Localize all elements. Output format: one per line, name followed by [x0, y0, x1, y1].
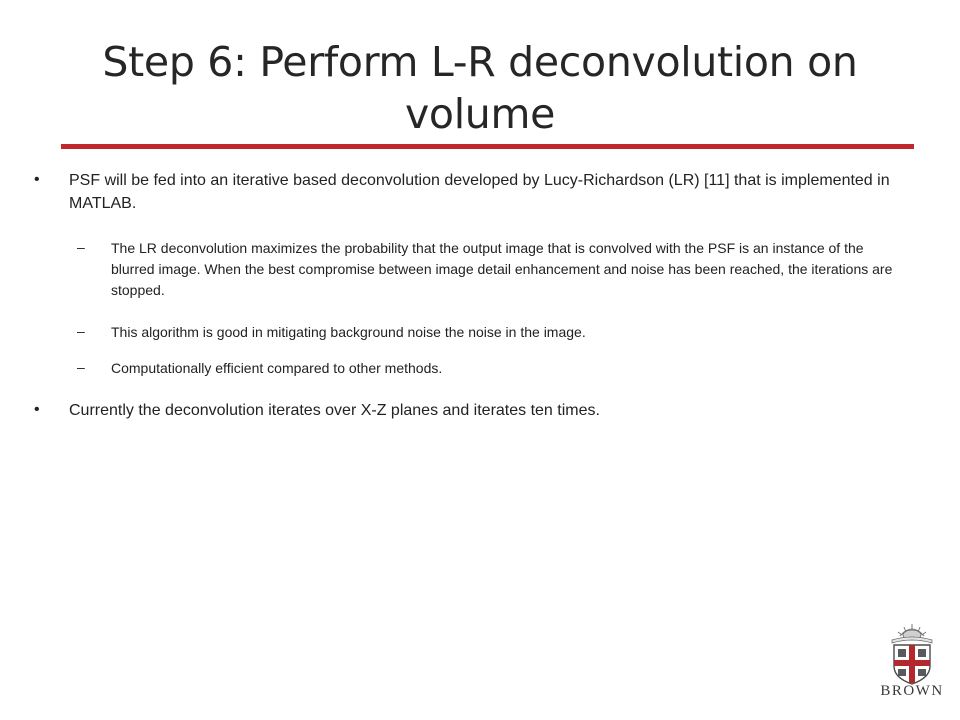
subbullet-text: This algorithm is good in mitigating background noise the noise in the image.	[111, 324, 586, 340]
subbullet-marker: –	[77, 323, 85, 339]
subbullet-marker: –	[77, 359, 85, 375]
subbullet-marker: –	[77, 239, 85, 255]
bullet-text: PSF will be fed into an iterative based deconvolution developed by Lucy-Richardson (LR) [11] that is implemented in MATLAB.	[69, 172, 890, 212]
subbullet-text: Computationally efficient compared to other methods.	[111, 360, 443, 376]
bullet-marker: •	[34, 171, 40, 188]
bullet-text: Currently the deconvolution iterates over X-Z planes and iterates ten times.	[69, 402, 600, 419]
bullet-marker: •	[34, 401, 40, 418]
brown-wordmark: BROWN	[880, 683, 944, 699]
slide-title: Step 6: Perform L-R deconvolution on volume	[102, 38, 858, 138]
subbullet-text: The LR deconvolution maximizes the probability that the output image that is convolved with the PSF is an instance of the blurred image. When the best compromise between image detail enhancement and noise has been reached, the iterations are stopped.	[111, 240, 893, 298]
